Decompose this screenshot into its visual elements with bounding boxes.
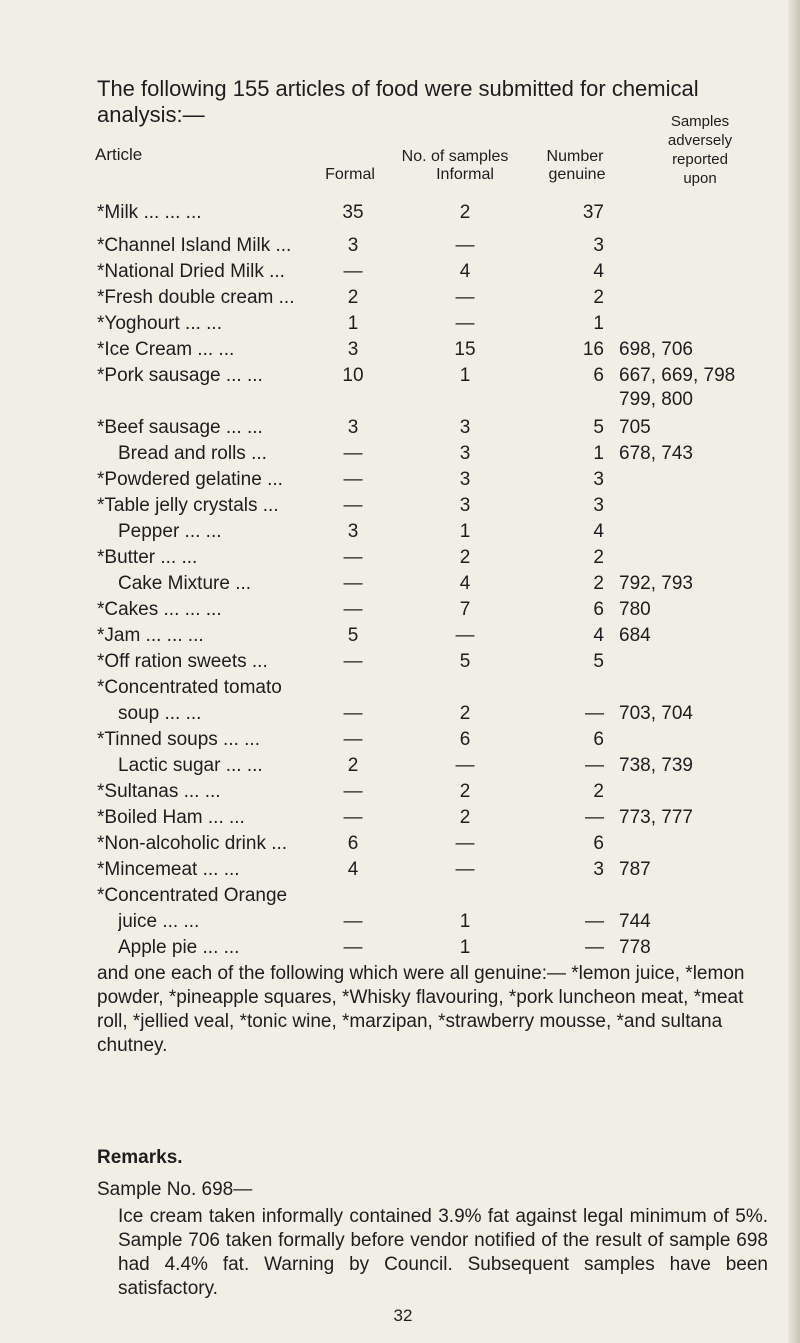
table-row: [0, 546, 800, 572]
article-cell: *Fresh double cream ...: [97, 287, 295, 308]
formal-count-cell: —: [343, 573, 363, 594]
table-row: [0, 650, 800, 676]
header-no-of-samples: No. of samples: [401, 148, 509, 165]
table-row: [0, 234, 800, 260]
formal-count-cell: 3: [347, 521, 359, 542]
informal-count-cell: 4: [459, 573, 471, 594]
formal-count-cell: 5: [347, 625, 359, 646]
table-row: [0, 676, 800, 702]
article-cell: *Concentrated tomato: [97, 677, 282, 698]
informal-count-cell: 5: [459, 651, 471, 672]
table-row: [0, 806, 800, 832]
formal-count-cell: —: [343, 781, 363, 802]
article-cell: *Mincemeat ... ...: [97, 859, 240, 880]
informal-count-cell: 2: [459, 703, 471, 724]
table-row: [0, 832, 800, 858]
table-row: [0, 728, 800, 754]
article-cell: *Concentrated Orange: [97, 885, 288, 906]
genuine-count-cell: 5: [593, 417, 604, 438]
remarks-sample-heading: Sample No. 698—: [97, 1179, 253, 1200]
informal-count-cell: 1: [459, 911, 471, 932]
genuine-count-cell: —: [585, 911, 604, 932]
genuine-count-cell: 2: [593, 781, 604, 802]
informal-count-cell: —: [455, 313, 475, 334]
article-cell: Pepper ... ...: [118, 521, 222, 542]
intro-text: The following 155 articles of food were submitted for chemical analysis:—: [97, 76, 699, 127]
genuine-count-cell: 4: [593, 261, 604, 282]
article-cell: soup ... ...: [118, 703, 202, 724]
article-cell: *Non-alcoholic drink ...: [97, 833, 288, 854]
table-row: [0, 884, 800, 910]
formal-count-cell: —: [343, 547, 363, 568]
genuine-count-cell: 6: [593, 599, 604, 620]
informal-count-cell: —: [455, 755, 475, 776]
formal-count-cell: —: [343, 703, 363, 724]
genuine-count-cell: —: [585, 807, 604, 828]
formal-count-cell: 35: [342, 202, 364, 223]
formal-count-cell: 6: [347, 833, 359, 854]
genuine-count-cell: 3: [593, 495, 604, 516]
genuine-count-cell: 16: [582, 339, 604, 360]
formal-count-cell: 3: [347, 339, 359, 360]
genuine-count-cell: 4: [593, 625, 604, 646]
informal-count-cell: 3: [459, 469, 471, 490]
formal-count-cell: 2: [347, 287, 359, 308]
reported-samples-cell: 787: [619, 859, 651, 880]
reported-samples-cell: 778: [619, 937, 651, 958]
genuine-count-cell: —: [585, 937, 604, 958]
formal-count-cell: —: [343, 937, 363, 958]
informal-count-cell: 2: [459, 781, 471, 802]
reported-samples-cell: 773, 777: [619, 807, 693, 828]
article-cell: juice ... ...: [118, 911, 200, 932]
formal-count-cell: —: [343, 729, 363, 750]
header-informal: Informal: [436, 166, 494, 183]
formal-count-cell: —: [343, 469, 363, 490]
table-row: [0, 780, 800, 806]
article-cell: *Table jelly crystals ...: [97, 495, 279, 516]
informal-count-cell: —: [455, 287, 475, 308]
genuine-count-cell: 3: [593, 235, 604, 256]
article-cell: *Pork sausage ... ...: [97, 365, 263, 386]
formal-count-cell: —: [343, 443, 363, 464]
table-row: [0, 754, 800, 780]
header-samples-line: reported: [672, 151, 728, 168]
page-number: 32: [393, 1306, 413, 1325]
reported-samples-cell: 703, 704: [619, 703, 693, 724]
informal-count-cell: 4: [459, 261, 471, 282]
informal-count-cell: 1: [459, 365, 471, 386]
formal-count-cell: 1: [347, 313, 359, 334]
table-row: [0, 364, 800, 410]
genuine-count-cell: 2: [593, 573, 604, 594]
remarks-body: Ice cream taken informally contained 3.9% fat against legal minimum of 5%. Sample 706 taken formally before vendor notified of the result of sample 698 had 4.4% fat. Warning by Council. Subsequent samples have been satisfactory.: [118, 1206, 768, 1299]
article-cell: *Sultanas ... ...: [97, 781, 221, 802]
informal-count-cell: —: [455, 625, 475, 646]
genuine-count-cell: 6: [593, 729, 604, 750]
informal-count-cell: 3: [459, 443, 471, 464]
table-row: [0, 910, 800, 936]
header-samples-line: Samples: [670, 113, 730, 130]
informal-count-cell: 1: [459, 937, 471, 958]
formal-count-cell: —: [343, 495, 363, 516]
formal-count-cell: 2: [347, 755, 359, 776]
reported-samples-cell: 792, 793: [619, 573, 693, 594]
informal-count-cell: —: [455, 859, 475, 880]
header-samples-line: adversely: [667, 132, 733, 149]
article-cell: *Off ration sweets ...: [97, 651, 268, 672]
formal-count-cell: 3: [347, 235, 359, 256]
article-cell: *Ice Cream ... ...: [97, 339, 235, 360]
article-cell: *Milk ... ... ...: [97, 202, 202, 223]
header-formal: Formal: [325, 166, 375, 183]
genuine-count-cell: 3: [593, 469, 604, 490]
article-cell: *Channel Island Milk ...: [97, 235, 292, 256]
table-row: [0, 494, 800, 520]
table-row: [0, 468, 800, 494]
reported-samples-cell: 684: [619, 625, 651, 646]
header-article: Article: [95, 145, 143, 164]
informal-count-cell: —: [455, 235, 475, 256]
informal-count-cell: 3: [459, 417, 471, 438]
informal-count-cell: 6: [459, 729, 471, 750]
informal-count-cell: 2: [459, 202, 471, 223]
table-row: [0, 936, 800, 962]
article-cell: Cake Mixture ...: [118, 573, 252, 594]
table-row: [0, 624, 800, 650]
header-samples-reported: [640, 112, 760, 188]
genuine-count-cell: 3: [593, 859, 604, 880]
formal-count-cell: 4: [347, 859, 359, 880]
reported-samples-cell: 738, 739: [619, 755, 693, 776]
informal-count-cell: 2: [459, 547, 471, 568]
table-row: [0, 416, 800, 442]
table-row: [0, 598, 800, 624]
genuine-count-cell: 1: [593, 313, 604, 334]
article-cell: Lactic sugar ... ...: [118, 755, 263, 776]
reported-samples-cell: 780: [619, 599, 651, 620]
genuine-count-cell: 2: [593, 287, 604, 308]
article-cell: *Boiled Ham ... ...: [97, 807, 245, 828]
table-row: [0, 858, 800, 884]
informal-count-cell: 7: [459, 599, 471, 620]
table-row: [0, 312, 800, 338]
table-row: [0, 201, 800, 227]
table-row: [0, 338, 800, 364]
informal-count-cell: 15: [454, 339, 476, 360]
genuine-count-cell: 6: [593, 833, 604, 854]
informal-count-cell: 1: [459, 521, 471, 542]
table-row: [0, 442, 800, 468]
table-row: [0, 572, 800, 598]
article-cell: *National Dried Milk ...: [97, 261, 285, 282]
article-cell: *Cakes ... ... ...: [97, 599, 222, 620]
reported-samples-cell: 705: [619, 417, 651, 438]
informal-count-cell: —: [455, 833, 475, 854]
reported-samples-cell: 667, 669, 798: [619, 365, 736, 386]
formal-count-cell: —: [343, 261, 363, 282]
formal-count-cell: 3: [347, 417, 359, 438]
table-row: [0, 520, 800, 546]
formal-count-cell: —: [343, 911, 363, 932]
header-number: Number: [546, 148, 604, 165]
informal-count-cell: 3: [459, 495, 471, 516]
formal-count-cell: —: [343, 651, 363, 672]
genuine-count-cell: 6: [593, 365, 604, 386]
article-cell: *Jam ... ... ...: [97, 625, 204, 646]
header-genuine: genuine: [548, 166, 606, 183]
genuine-count-cell: 1: [593, 443, 604, 464]
formal-count-cell: 10: [342, 365, 364, 386]
article-cell: *Beef sausage ... ...: [97, 417, 263, 438]
table-row: [0, 260, 800, 286]
genuine-count-cell: —: [585, 755, 604, 776]
article-cell: *Yoghourt ... ...: [97, 313, 222, 334]
header-samples-line: upon: [683, 170, 717, 187]
reported-samples-cell: 678, 743: [619, 443, 693, 464]
reported-samples-cell: 744: [619, 911, 651, 932]
genuine-count-cell: 4: [593, 521, 604, 542]
table-row: [0, 702, 800, 728]
informal-count-cell: 2: [459, 807, 471, 828]
article-cell: Bread and rolls ...: [118, 443, 267, 464]
genuine-count-cell: —: [585, 703, 604, 724]
genuine-count-cell: 37: [582, 202, 604, 223]
genuine-paragraph: and one each of the following which were all genuine:— *lemon juice, *lemon powder, *pineapple squares, *Whisky flavouring, *pork luncheon meat, *meat roll, *jellied veal, *tonic wine, *marzipan, *strawberry mousse, *and sultana chutney.: [97, 963, 745, 1056]
article-cell: *Powdered gelatine ...: [97, 469, 283, 490]
formal-count-cell: —: [343, 807, 363, 828]
article-cell: *Butter ... ...: [97, 547, 198, 568]
genuine-count-cell: 5: [593, 651, 604, 672]
table-row: [0, 286, 800, 312]
article-cell: *Tinned soups ... ...: [97, 729, 260, 750]
genuine-count-cell: 2: [593, 547, 604, 568]
article-cell: Apple pie ... ...: [118, 937, 240, 958]
reported-samples-cell: 698, 706: [619, 339, 693, 360]
remarks-heading: Remarks.: [97, 1147, 183, 1168]
formal-count-cell: —: [343, 599, 363, 620]
reported-samples-cell-continued: 799, 800: [619, 389, 693, 410]
